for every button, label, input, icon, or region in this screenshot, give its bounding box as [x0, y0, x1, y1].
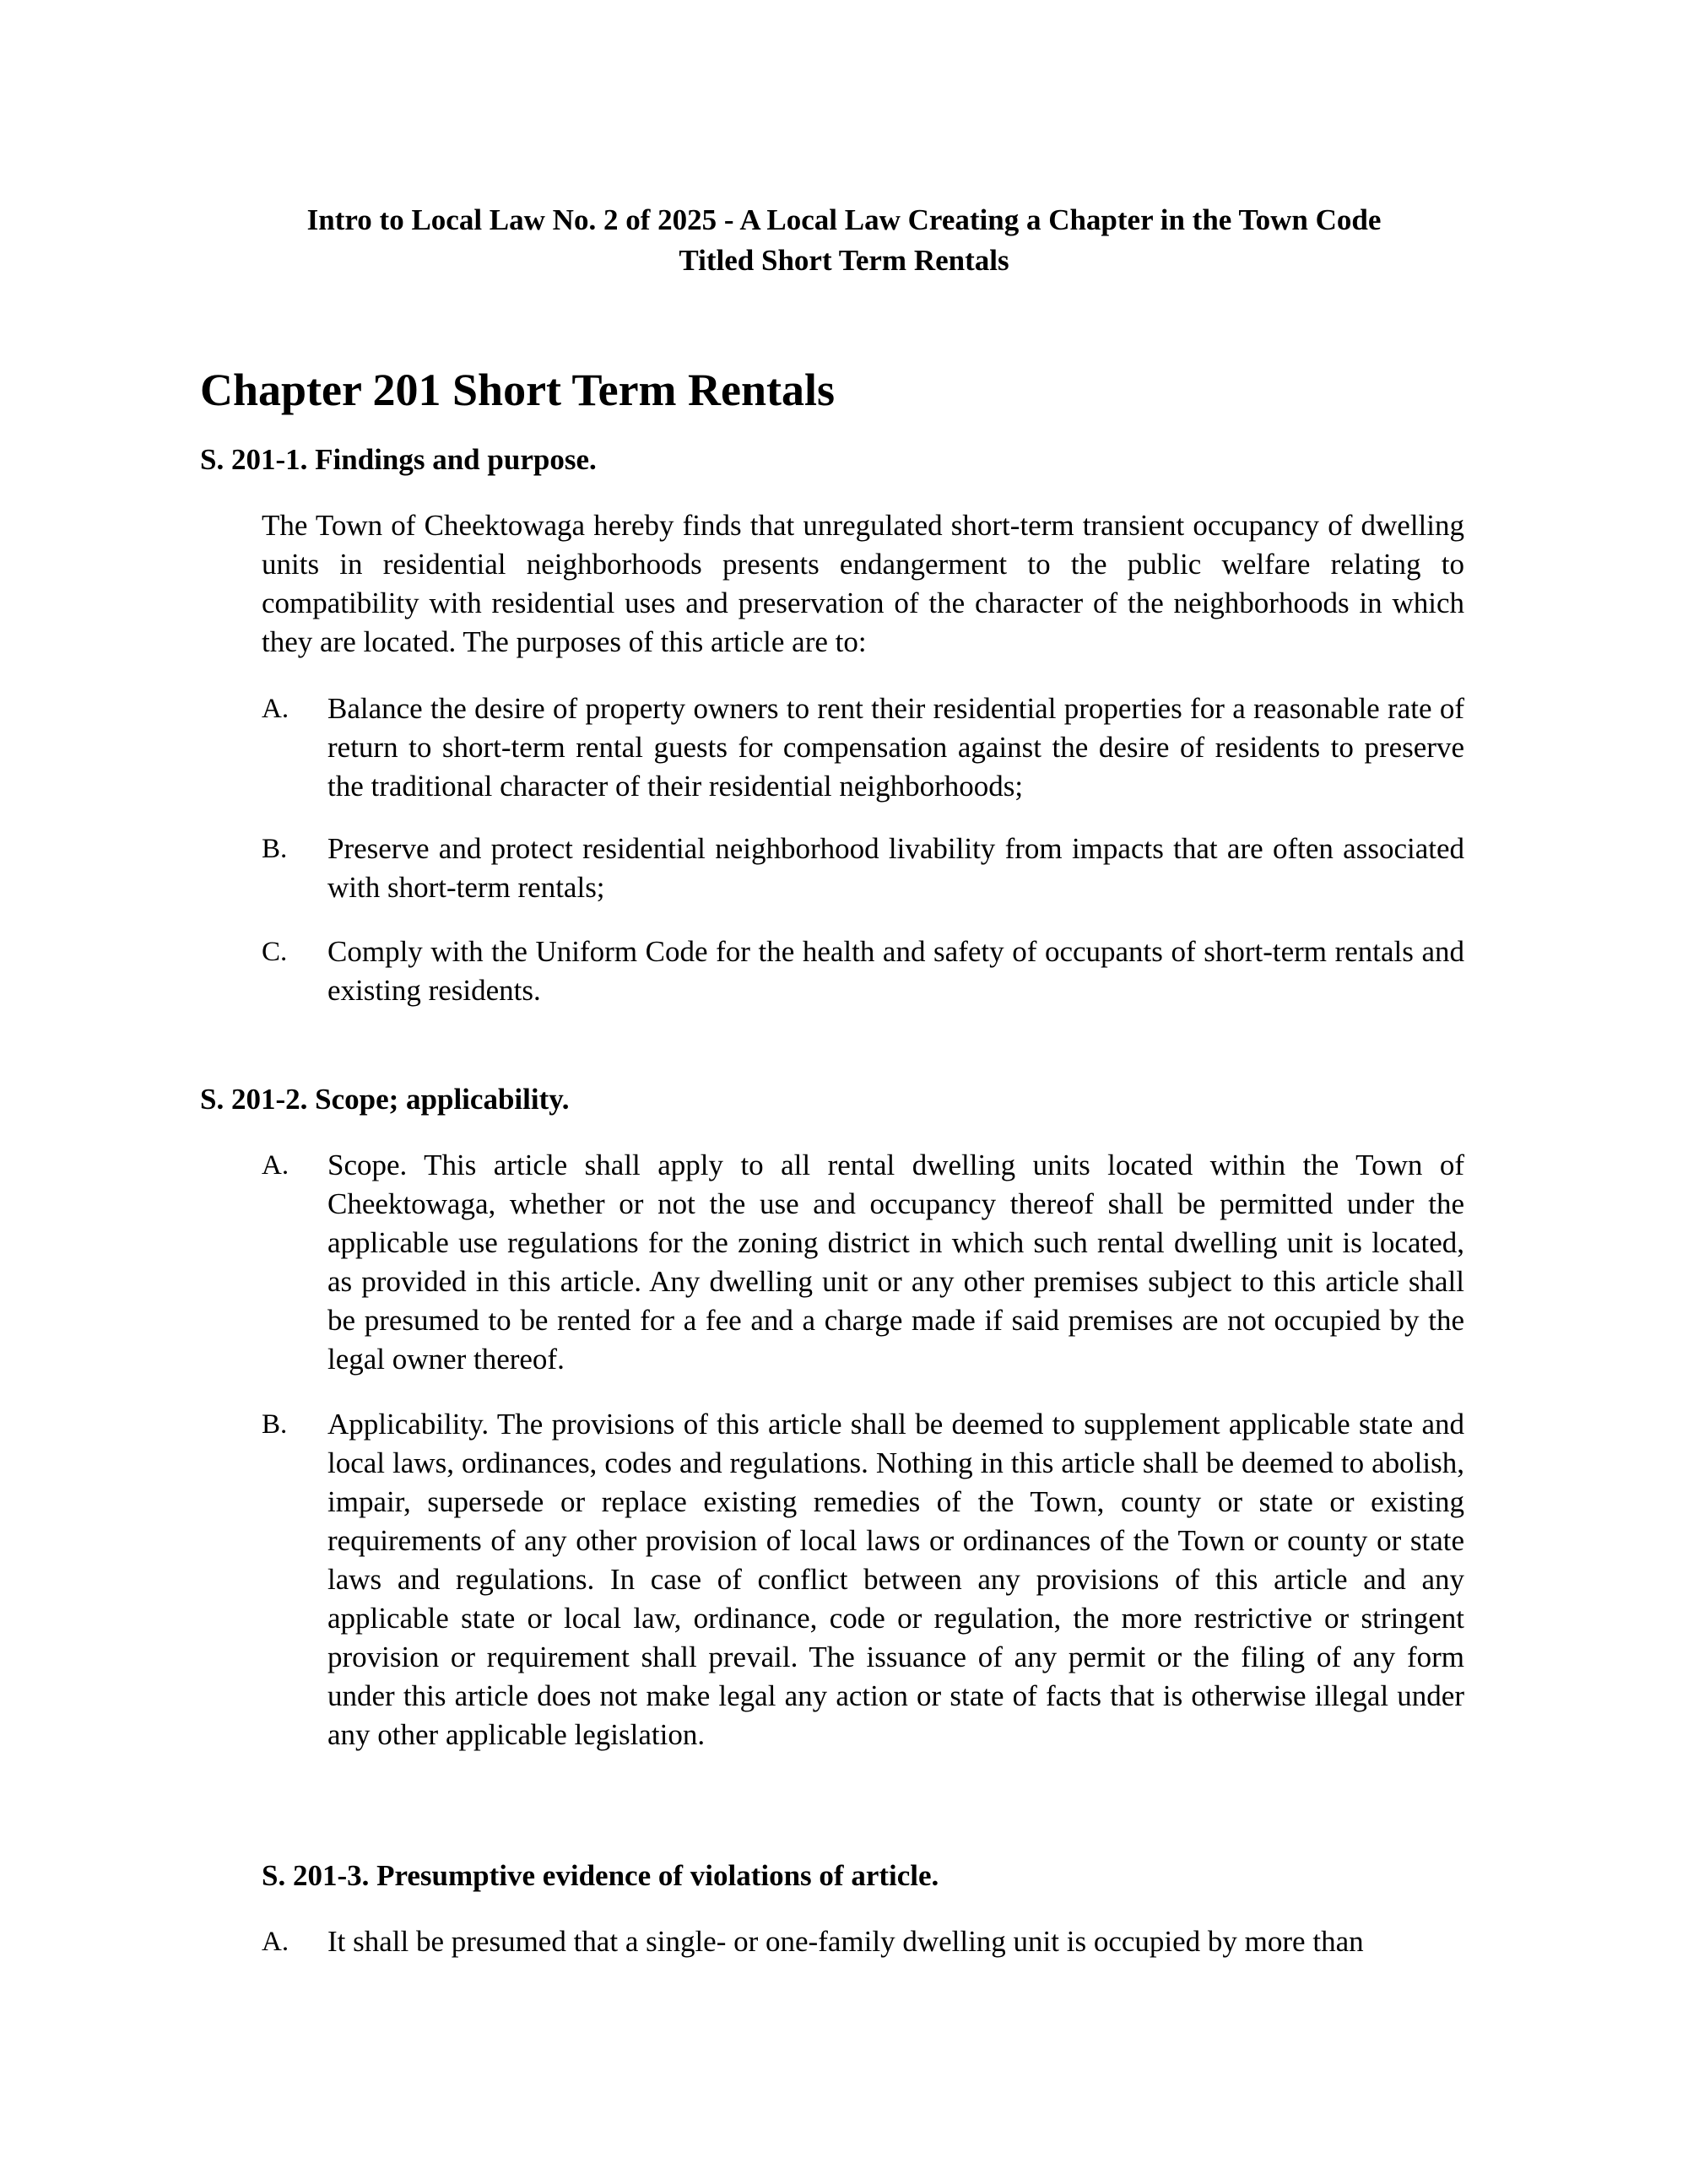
section-heading-201-1: S. 201-1. Findings and purpose. — [200, 443, 597, 476]
chapter-title: Chapter 201 Short Term Rentals — [200, 365, 836, 415]
item-text: It shall be presumed that a single- or one-family dwelling unit is occupied by more than — [327, 1925, 1364, 1958]
item-marker: B. — [262, 1409, 288, 1440]
section-201-2-item-a — [262, 1146, 1464, 1379]
item-marker: B. — [262, 834, 288, 864]
section-heading-201-3: S. 201-3. Presumptive evidence of violations of article. — [262, 1859, 939, 1892]
item-text: Preserve and protect residential neighborhood livability from impacts that are often associated with short-term rentals; — [327, 832, 1464, 904]
section-heading-201-2: S. 201-2. Scope; applicability. — [200, 1083, 570, 1116]
section-201-1-item-c — [262, 933, 1464, 1010]
item-marker: C. — [262, 937, 288, 967]
item-marker: A. — [262, 1150, 289, 1181]
item-text: Comply with the Uniform Code for the health and safety of occupants of short-term rentals and existing residents. — [327, 935, 1464, 1007]
header-line-2: Titled Short Term Rentals — [679, 244, 1009, 277]
section-201-1-intro: The Town of Cheektowaga hereby finds that unregulated short-term transient occupancy of dwelling units in residential neighborhoods presents endangerment to the public welfare relating to compatibility with residential uses and preservation of the character of the neighborhoods in which they are located. The purposes of this article are to: — [262, 509, 1464, 658]
section-201-1-item-b — [262, 830, 1464, 907]
item-text: Scope. This article shall apply to all rental dwelling units located within the Town of Cheektowaga, whether or not the use and occupancy thereof shall be permitted under the applicable use regulations for the zoning district in which such rental dwelling unit is located, as provided in this article. Any dwelling unit or any other premises subject to this article shall be presumed to be rented for a fee and a charge made if said premises are not occupied by the legal owner thereof. — [327, 1149, 1464, 1376]
header-line-1: Intro to Local Law No. 2 of 2025 - A Local Law Creating a Chapter in the Town Code — [306, 203, 1382, 236]
document-header — [169, 200, 1519, 281]
item-text: Applicability. The provisions of this article shall be deemed to supplement applicable state and local laws, ordinances, codes and regulations. Nothing in this article shall be deemed to abolish, impair, supersede or replace existing remedies of the Town, county or state or existing requirements of any other provision of local laws or ordinances of the Town or county or state laws and regulations. In case of conflict between any provisions of this article and any applicable state or local law, ordinance, code or regulation, the more restrictive or stringent provision or requirement shall prevail. The issuance of any permit or the filing of any form under this article does not make legal any action or state of facts that is otherwise illegal under any other applicable legislation. — [327, 1408, 1464, 1751]
item-marker: A. — [262, 694, 289, 724]
section-201-2-item-b — [262, 1405, 1464, 1754]
item-marker: A. — [262, 1927, 289, 1957]
section-201-3-item-a — [262, 1922, 1464, 1961]
item-text: Balance the desire of property owners to rent their residential properties for a reasonable rate of return to short-term rental guests for compensation against the desire of residents to preserve the traditional character of their residential neighborhoods; — [327, 692, 1464, 803]
section-201-1-item-a — [262, 689, 1464, 806]
